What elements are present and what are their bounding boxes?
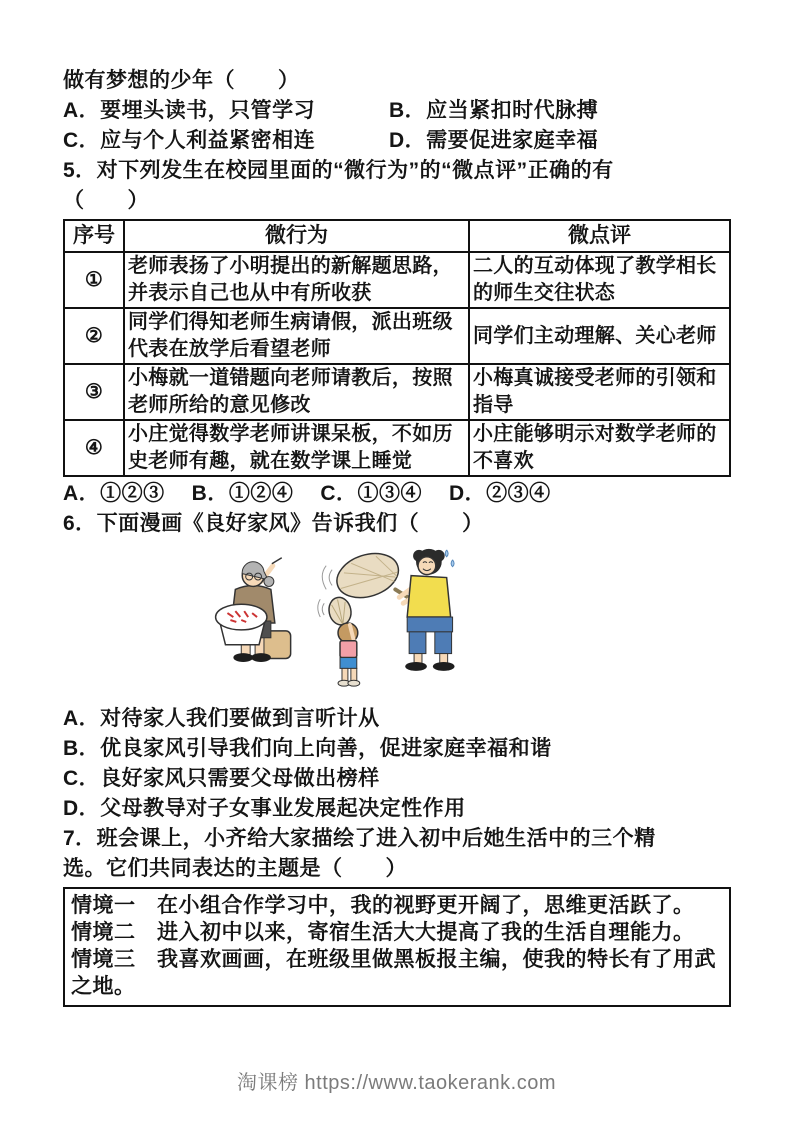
row-no: ② bbox=[64, 308, 124, 364]
row-behavior: 小梅就一道错题向老师请教后，按照老师所给的意见修改 bbox=[124, 364, 469, 420]
table-row bbox=[64, 308, 730, 364]
sweat-drops-icon bbox=[445, 550, 454, 567]
q6-option-d: D．父母教导对子女事业发展起决定性作用 bbox=[63, 797, 466, 820]
row-behavior: 老师表扬了小明提出的新解题思路，并表示自己也从中有所收获 bbox=[124, 252, 469, 308]
scenario-box bbox=[63, 887, 731, 1007]
scenario-2: 情境二 进入初中以来，寄宿生活大大提高了我的生活自理能力。 bbox=[71, 921, 695, 944]
row-no: ① bbox=[64, 252, 124, 308]
q5-answer-a: A．①②③ bbox=[63, 482, 165, 505]
q4-stem: 做有梦想的少年（ ） bbox=[63, 69, 300, 92]
needle-icon bbox=[272, 558, 282, 564]
child-figure bbox=[318, 595, 360, 686]
fan-cover-with-text bbox=[216, 604, 267, 644]
row-comment: 同学们主动理解、关心老师 bbox=[469, 308, 730, 364]
row-no: ④ bbox=[64, 420, 124, 476]
q4-option-row-2 bbox=[63, 126, 731, 156]
scenario-3: 情境三 我喜欢画画，在班级里做黑板报主编，使我的特长有了用武之地。 bbox=[71, 948, 716, 998]
site-footer bbox=[0, 1066, 793, 1095]
q4-option-a: A．要埋头读书，只管学习 bbox=[63, 99, 316, 122]
footer-text: 淘课榜 https://www.taokerank.com bbox=[236, 1072, 557, 1094]
exam-content bbox=[63, 66, 731, 1007]
row-comment: 小庄能够明示对数学老师的不喜欢 bbox=[469, 420, 730, 476]
row-behavior: 小庄觉得数学老师讲课呆板，不如历史老师有趣，就在数学课上睡觉 bbox=[124, 420, 469, 476]
scenario-1: 情境一 在小组合作学习中，我的视野更开阔了，思维更活跃了。 bbox=[71, 894, 695, 917]
q5-answer-b: B．①②④ bbox=[191, 482, 294, 505]
palm-fan-icon bbox=[331, 546, 404, 605]
q5-answer-c: C．①③④ bbox=[320, 482, 423, 505]
q4-option-d: D．需要促进家庭幸福 bbox=[389, 129, 599, 152]
q7-stem-line2: 选。它们共同表达的主题是（ ） bbox=[63, 857, 407, 880]
q6-stem: 6．下面漫画《良好家风》告诉我们（ ） bbox=[63, 512, 484, 535]
q7-stem-line1: 7．班会课上，小齐给大家描绘了进入初中后她生活中的三个精 bbox=[63, 827, 656, 850]
row-behavior: 同学们得知老师生病请假，派出班级代表在放学后看望老师 bbox=[124, 308, 469, 364]
table-row bbox=[64, 420, 730, 476]
table-header-behavior: 微行为 bbox=[124, 220, 469, 252]
q6-option-c: C．良好家风只需要父母做出榜样 bbox=[63, 767, 380, 790]
q5-stem-line1: 5．对下列发生在校园里面的“微行为”的“微点评”正确的有 bbox=[63, 159, 614, 182]
row-comment: 二人的互动体现了教学相长的师生交往状态 bbox=[469, 252, 730, 308]
q5-answer-d: D．②③④ bbox=[449, 482, 551, 505]
table-header-no: 序号 bbox=[64, 220, 124, 252]
row-comment: 小梅真诚接受老师的引领和指导 bbox=[469, 364, 730, 420]
good-family-tradition-cartoon bbox=[191, 542, 491, 700]
table-row bbox=[64, 252, 730, 308]
row-no: ③ bbox=[64, 364, 124, 420]
table-header-comment: 微点评 bbox=[469, 220, 730, 252]
table-row bbox=[64, 364, 730, 420]
q5-stem-line2: （ ） bbox=[63, 189, 149, 212]
q4-option-c: C．应与个人利益紧密相连 bbox=[63, 129, 316, 152]
table-header-row bbox=[64, 220, 730, 252]
grandma-figure bbox=[216, 558, 291, 662]
q5-answer-options bbox=[63, 479, 731, 509]
small-fan-icon bbox=[327, 595, 354, 627]
cartoon-svg bbox=[191, 542, 491, 700]
q4-option-row-1 bbox=[63, 96, 731, 126]
q6-option-a: A．对待家人我们要做到言听计从 bbox=[63, 707, 380, 730]
q6-option-b: B．优良家风引导我们向上向善，促进家庭幸福和谐 bbox=[63, 737, 552, 760]
q4-option-b: B．应当紧扣时代脉搏 bbox=[389, 99, 599, 122]
micro-behavior-table bbox=[63, 219, 731, 477]
